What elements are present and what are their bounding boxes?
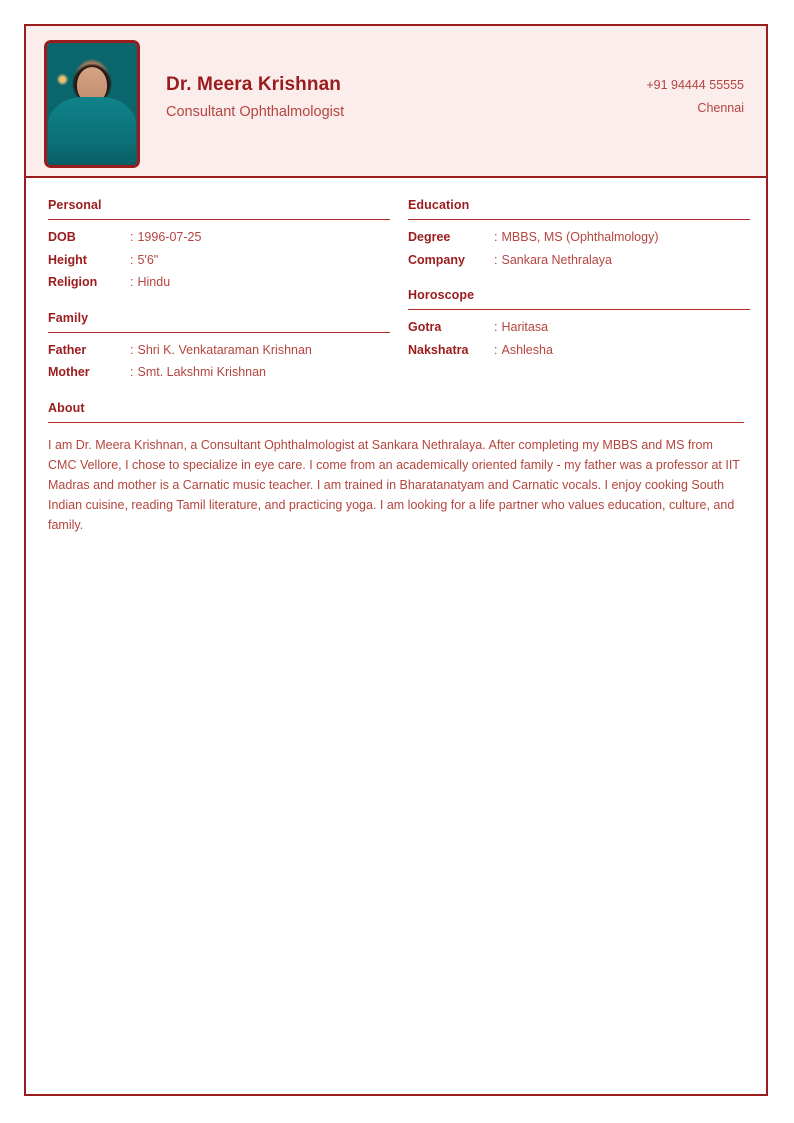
detail-label: Gotra <box>408 320 442 334</box>
section-about <box>48 401 744 535</box>
detail-value: : Sankara Nethralaya <box>494 252 612 267</box>
section-title-personal: Personal <box>48 198 390 220</box>
colon-separator: : <box>494 230 498 244</box>
personal-rows <box>48 231 390 289</box>
horoscope-rows <box>408 321 750 356</box>
contact-block <box>646 40 744 120</box>
detail-row <box>408 254 750 267</box>
right-column <box>408 198 750 379</box>
colon-separator: : <box>130 275 134 289</box>
detail-row <box>48 344 390 357</box>
detail-value: : Haritasa <box>494 320 549 334</box>
colon-separator: : <box>494 252 498 267</box>
about-paragraph: I am Dr. Meera Krishnan, a Consultant Ophthalmologist at Sankara Nethralaya. After completing my MBBS and MS from CMC Vellore, I chose to specialize in eye care. I come from an academically oriented family - my father was a professor at IIT Madras and mother is a Carnatic music teacher. I am trained in Bharatanatyam and Carnatic vocals. I enjoy cooking South Indian cuisine, reading Tamil literature, and practicing yoga. I am looking for a life partner who values education, culture, and family. <box>48 437 740 532</box>
colon-separator: : <box>130 365 134 379</box>
profile-header <box>26 26 766 178</box>
colon-separator: : <box>130 252 134 267</box>
section-title-education: Education <box>408 198 750 220</box>
detail-row <box>48 254 390 267</box>
colon-separator: : <box>494 320 498 334</box>
detail-label: Religion <box>48 275 98 289</box>
detail-row <box>408 344 750 357</box>
detail-label: Height <box>48 252 87 267</box>
detail-value: : 1996-07-25 <box>130 230 202 244</box>
detail-label: Nakshatra <box>408 342 469 357</box>
detail-value: : 5'6" <box>130 252 159 267</box>
colon-separator: : <box>130 342 134 357</box>
colon-separator: : <box>130 230 134 244</box>
family-rows <box>48 344 390 379</box>
detail-value: : Ashlesha <box>494 342 553 357</box>
contact-location: Chennai <box>697 101 744 116</box>
torso-shape <box>48 97 136 165</box>
portrait-photo-image <box>47 43 137 165</box>
detail-value: : MBBS, MS (Ophthalmology) <box>494 230 659 244</box>
section-family <box>48 311 390 379</box>
left-column <box>48 198 390 379</box>
person-headline: Consultant Ophthalmologist <box>166 103 345 120</box>
detail-row <box>408 231 750 244</box>
biodata-content <box>26 178 766 535</box>
detail-row <box>48 276 390 289</box>
contact-phone: +91 94444 55555 <box>646 78 744 92</box>
details-columns <box>48 198 744 379</box>
section-title-about: About <box>48 401 744 423</box>
column-spacer <box>48 289 390 311</box>
detail-label: Mother <box>48 365 90 379</box>
section-personal <box>48 198 390 289</box>
detail-row <box>48 231 390 244</box>
column-spacer <box>408 266 750 288</box>
identity-block <box>166 40 646 122</box>
detail-label: Company <box>408 252 465 267</box>
detail-value: : Shri K. Venkataraman Krishnan <box>130 342 312 357</box>
colon-separator: : <box>494 342 498 357</box>
detail-value: : Hindu <box>130 275 171 289</box>
detail-label: Father <box>48 342 87 357</box>
section-education <box>408 198 750 266</box>
education-rows <box>408 231 750 266</box>
detail-label: Degree <box>408 230 451 244</box>
detail-row <box>408 321 750 334</box>
detail-value: : Smt. Lakshmi Krishnan <box>130 365 267 379</box>
detail-row <box>48 366 390 379</box>
profile-photo <box>44 40 140 168</box>
section-title-family: Family <box>48 311 390 333</box>
section-horoscope <box>408 288 750 356</box>
person-name: Dr. Meera Krishnan <box>166 74 341 95</box>
detail-label: DOB <box>48 230 76 244</box>
biodata-page <box>24 24 768 1096</box>
section-title-horoscope: Horoscope <box>408 288 750 310</box>
